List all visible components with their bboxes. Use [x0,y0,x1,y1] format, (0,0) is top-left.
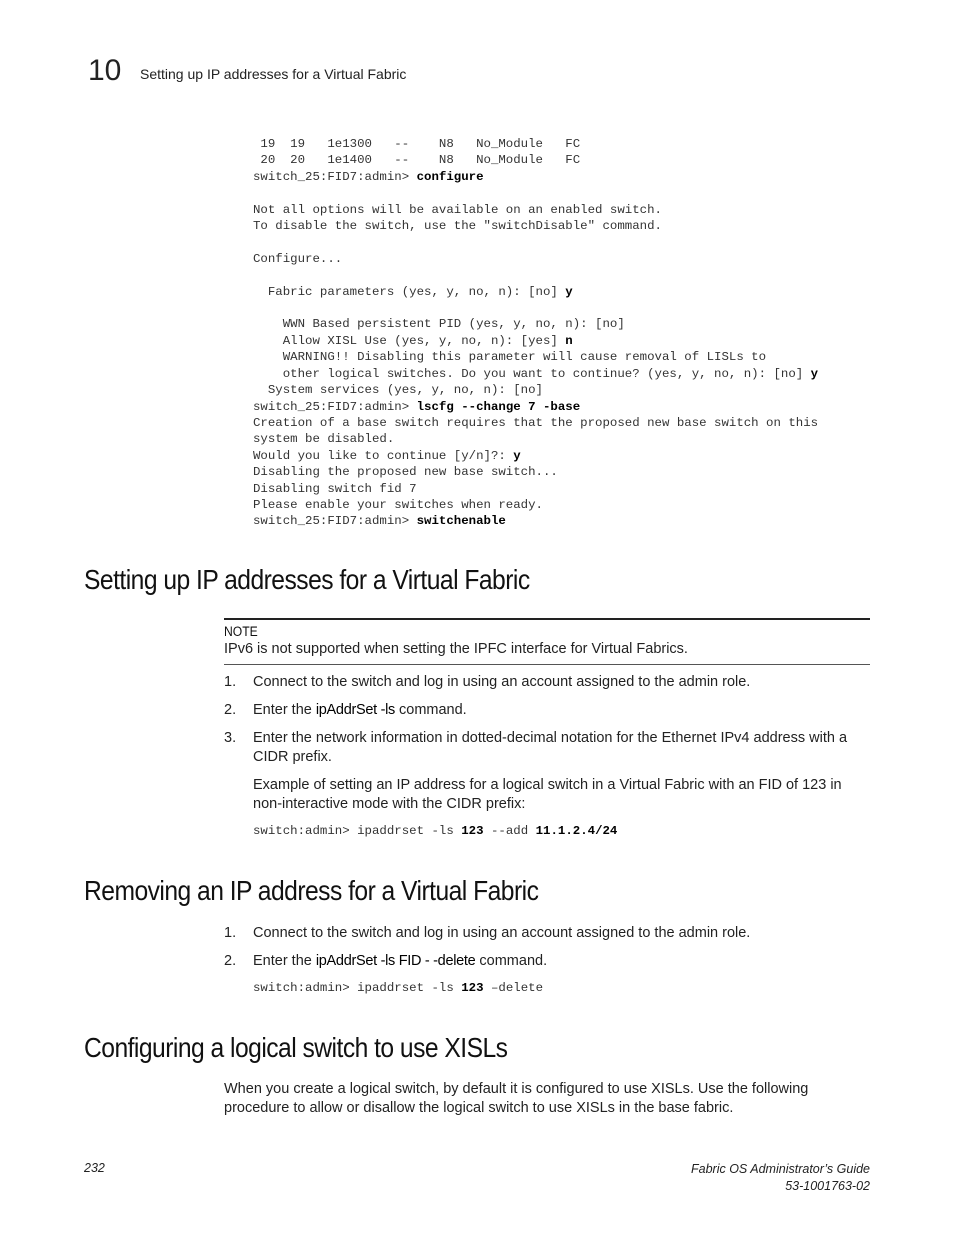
step-text: Connect to the switch and log in using an account assigned to the admin role. [253,925,751,941]
code-text: Fabric parameters (yes, y, no, n): [no] [253,284,566,299]
code-example-ipaddrset-delete [253,980,543,996]
code-user-input: lscfg --change 7 -base [416,399,581,414]
note-label: NOTE [224,624,258,639]
code-text: Would you like to continue [y/n]?: [253,448,514,463]
code-text: Allow XISL Use (yes, y, no, n): [yes] [253,333,566,348]
code-user-input: configure [416,169,484,184]
step-text-prefix: Enter the [253,953,316,969]
code-block-configure [253,136,818,530]
code-text: 19 19 1e1300 -- N8 No_Module FC [253,137,581,151]
note-text: IPv6 is not supported when setting the IPFC interface for Virtual Fabrics. [224,641,688,657]
step-number: 2. [224,953,237,969]
step-number: 1. [224,925,237,941]
doc-number: 53-1001763-02 [785,1179,870,1193]
code-user-input: n [565,333,573,348]
code-text: switch_25:FID7:admin> [253,399,417,414]
code-text: WARNING!! Disabling this parameter will cause removal of LISLs to [253,350,767,365]
code-text: Disabling the proposed new base switch... [253,465,558,480]
code-user-input: 11.1.2.4/24 [535,824,618,838]
note-box [224,618,870,665]
code-text: switch_25:FID7:admin> [253,514,417,529]
chapter-title: Setting up IP addresses for a Virtual Fabric [140,66,407,82]
code-text: Please enable your switches when ready. [253,497,543,512]
code-user-input: switchenable [416,514,506,529]
step-text [253,952,873,971]
code-text: --add [483,824,536,838]
step-text: Connect to the switch and log in using an account assigned to the admin role. [253,674,751,690]
code-user-input: y [565,284,573,299]
code-text: WWN Based persistent PID (yes, y, no, n): [no] [253,317,625,332]
section-heading-configuring-xisls: Configuring a logical switch to use XISLs [84,1032,508,1063]
step-number: 3. [224,730,237,746]
code-text: Configure... [253,251,343,266]
section-heading-setting-up-ip: Setting up IP addresses for a Virtual Fabric [84,564,530,595]
code-text: Disabling switch fid 7 [253,481,417,496]
code-user-input: 123 [461,824,484,838]
chapter-number: 10 [88,54,122,87]
step-text: Enter the network information in dotted-decimal notation for the Ethernet IPv4 address with a CIDR prefix. [253,730,848,765]
footer-doc-info [691,1161,870,1195]
page-number: 232 [84,1161,105,1175]
code-text: switch:admin> ipaddrset -ls [253,981,462,995]
step-text-suffix: command. [475,953,548,969]
code-text: Not all options will be available on an enabled switch. [253,202,662,217]
step-number: 1. [224,674,237,690]
step-text-prefix: Enter the [253,702,316,718]
step-text-suffix: command. [394,702,467,718]
command-name: ipAddrSet -ls [315,702,395,718]
step-text [253,701,873,720]
code-user-input: y [513,448,521,463]
code-text: switch_25:FID7:admin> [253,169,417,184]
code-text: switch:admin> ipaddrset -ls [253,824,462,838]
example-description: Example of setting an IP address for a logical switch in a Virtual Fabric with an FID of 123 in non-interactive mode with the CIDR prefix: [253,777,842,812]
step-number: 2. [224,702,237,718]
code-text: system be disabled. [253,432,395,447]
code-text: System services (yes, y, no, n): [no] [253,383,543,398]
code-text: other logical switches. Do you want to continue? (yes, y, no, n): [no] [253,366,811,381]
section-heading-removing-ip: Removing an IP address for a Virtual Fabric [84,875,539,906]
code-text: To disable the switch, use the "switchDisable" command. [253,219,662,234]
code-user-input: 123 [461,981,484,995]
guide-title: Fabric OS Administrator’s Guide [691,1162,870,1176]
command-name: ipAddrSet -ls FID - -delete [315,953,476,969]
paragraph: When you create a logical switch, by default it is configured to use XISLs. Use the following procedure to allow or disallow the logical switch to use XISLs in the base fabric. [224,1081,809,1116]
code-text: Creation of a base switch requires that the proposed new base switch on this [253,415,819,430]
code-user-input: y [810,366,819,381]
code-text: 20 20 1e1400 -- N8 No_Module FC [253,153,581,168]
code-text: –delete [483,981,544,995]
code-example-ipaddrset-add [253,823,617,839]
